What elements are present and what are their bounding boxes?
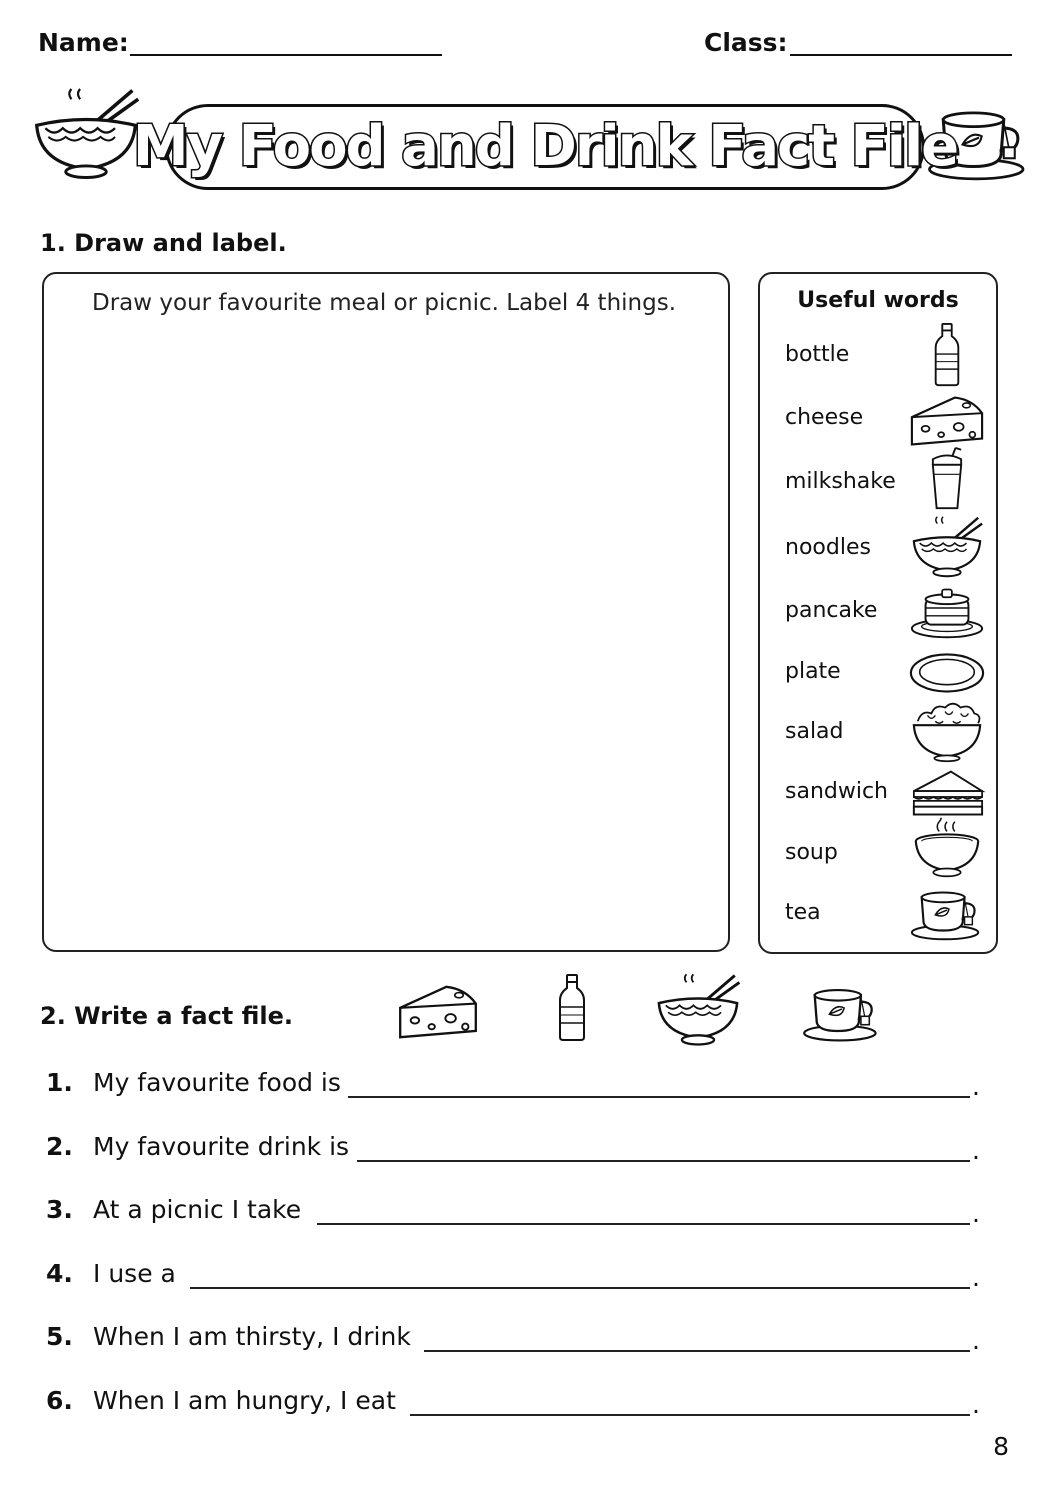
- answer-line-5[interactable]: [424, 1350, 970, 1352]
- class-label: Class:: [704, 28, 788, 57]
- plate-icon: [908, 640, 986, 706]
- word-pancake: pancake: [785, 598, 878, 623]
- title-banner: [132, 96, 958, 196]
- question-text: When I am hungry, I eat: [93, 1386, 396, 1415]
- soup-icon: [908, 816, 986, 882]
- section2-heading: 2. Write a fact file.: [40, 1002, 294, 1030]
- page-number: 8: [993, 1432, 1009, 1461]
- name-line[interactable]: [130, 54, 442, 56]
- question-number: 5.: [46, 1322, 73, 1351]
- question-number: 2.: [46, 1132, 73, 1161]
- milkshake-icon: [908, 446, 986, 512]
- answer-line-2[interactable]: [357, 1160, 970, 1162]
- question-text: At a picnic I take: [93, 1195, 302, 1224]
- tea-icon: [908, 878, 986, 944]
- word-cheese: cheese: [785, 405, 864, 430]
- noodles-icon: [908, 514, 986, 580]
- question-number: 6.: [46, 1386, 73, 1415]
- drawing-instruction: Draw your favourite meal or picnic. Label 4 things.: [92, 290, 677, 316]
- question-text: My favourite drink is: [93, 1132, 350, 1161]
- question-text: My favourite food is: [93, 1068, 341, 1097]
- section1-heading: 1. Draw and label.: [40, 229, 287, 257]
- question-number: 1.: [46, 1068, 73, 1097]
- answer-line-3[interactable]: [317, 1223, 970, 1225]
- bottle-icon: [552, 966, 592, 1050]
- drawing-area[interactable]: [42, 272, 730, 952]
- word-noodles: noodles: [785, 535, 871, 560]
- class-line[interactable]: [790, 54, 1012, 56]
- bottle-icon: [908, 322, 986, 388]
- end-mark: .: [972, 1263, 980, 1292]
- question-number: 4.: [46, 1259, 73, 1288]
- word-plate: plate: [785, 659, 841, 684]
- word-milkshake: milkshake: [785, 469, 896, 494]
- end-mark: .: [972, 1326, 980, 1355]
- end-mark: .: [972, 1136, 980, 1165]
- noodles-icon: [28, 84, 144, 194]
- answer-line-6[interactable]: [410, 1414, 970, 1416]
- pancake-icon: [908, 576, 986, 642]
- tea-icon: [800, 966, 884, 1056]
- salad-icon: [908, 698, 986, 764]
- end-mark: .: [972, 1390, 980, 1419]
- question-text: I use a: [93, 1259, 176, 1288]
- answer-line-4[interactable]: [190, 1287, 970, 1289]
- answer-line-1[interactable]: [348, 1096, 970, 1098]
- page-title: My Food and Drink Fact File: [132, 113, 958, 179]
- cheese-icon: [396, 976, 480, 1048]
- end-mark: .: [972, 1199, 980, 1228]
- word-bottle: bottle: [785, 342, 850, 367]
- word-soup: soup: [785, 840, 838, 865]
- useful-words-box: [758, 272, 998, 954]
- end-mark: .: [972, 1072, 980, 1101]
- question-number: 3.: [46, 1195, 73, 1224]
- noodles-icon: [652, 970, 744, 1050]
- cheese-icon: [908, 388, 986, 454]
- name-label: Name:: [38, 28, 129, 57]
- word-tea: tea: [785, 900, 821, 925]
- word-salad: salad: [785, 719, 844, 744]
- question-text: When I am thirsty, I drink: [93, 1322, 411, 1351]
- useful-words-title: Useful words: [797, 288, 959, 313]
- word-sandwich: sandwich: [785, 779, 888, 804]
